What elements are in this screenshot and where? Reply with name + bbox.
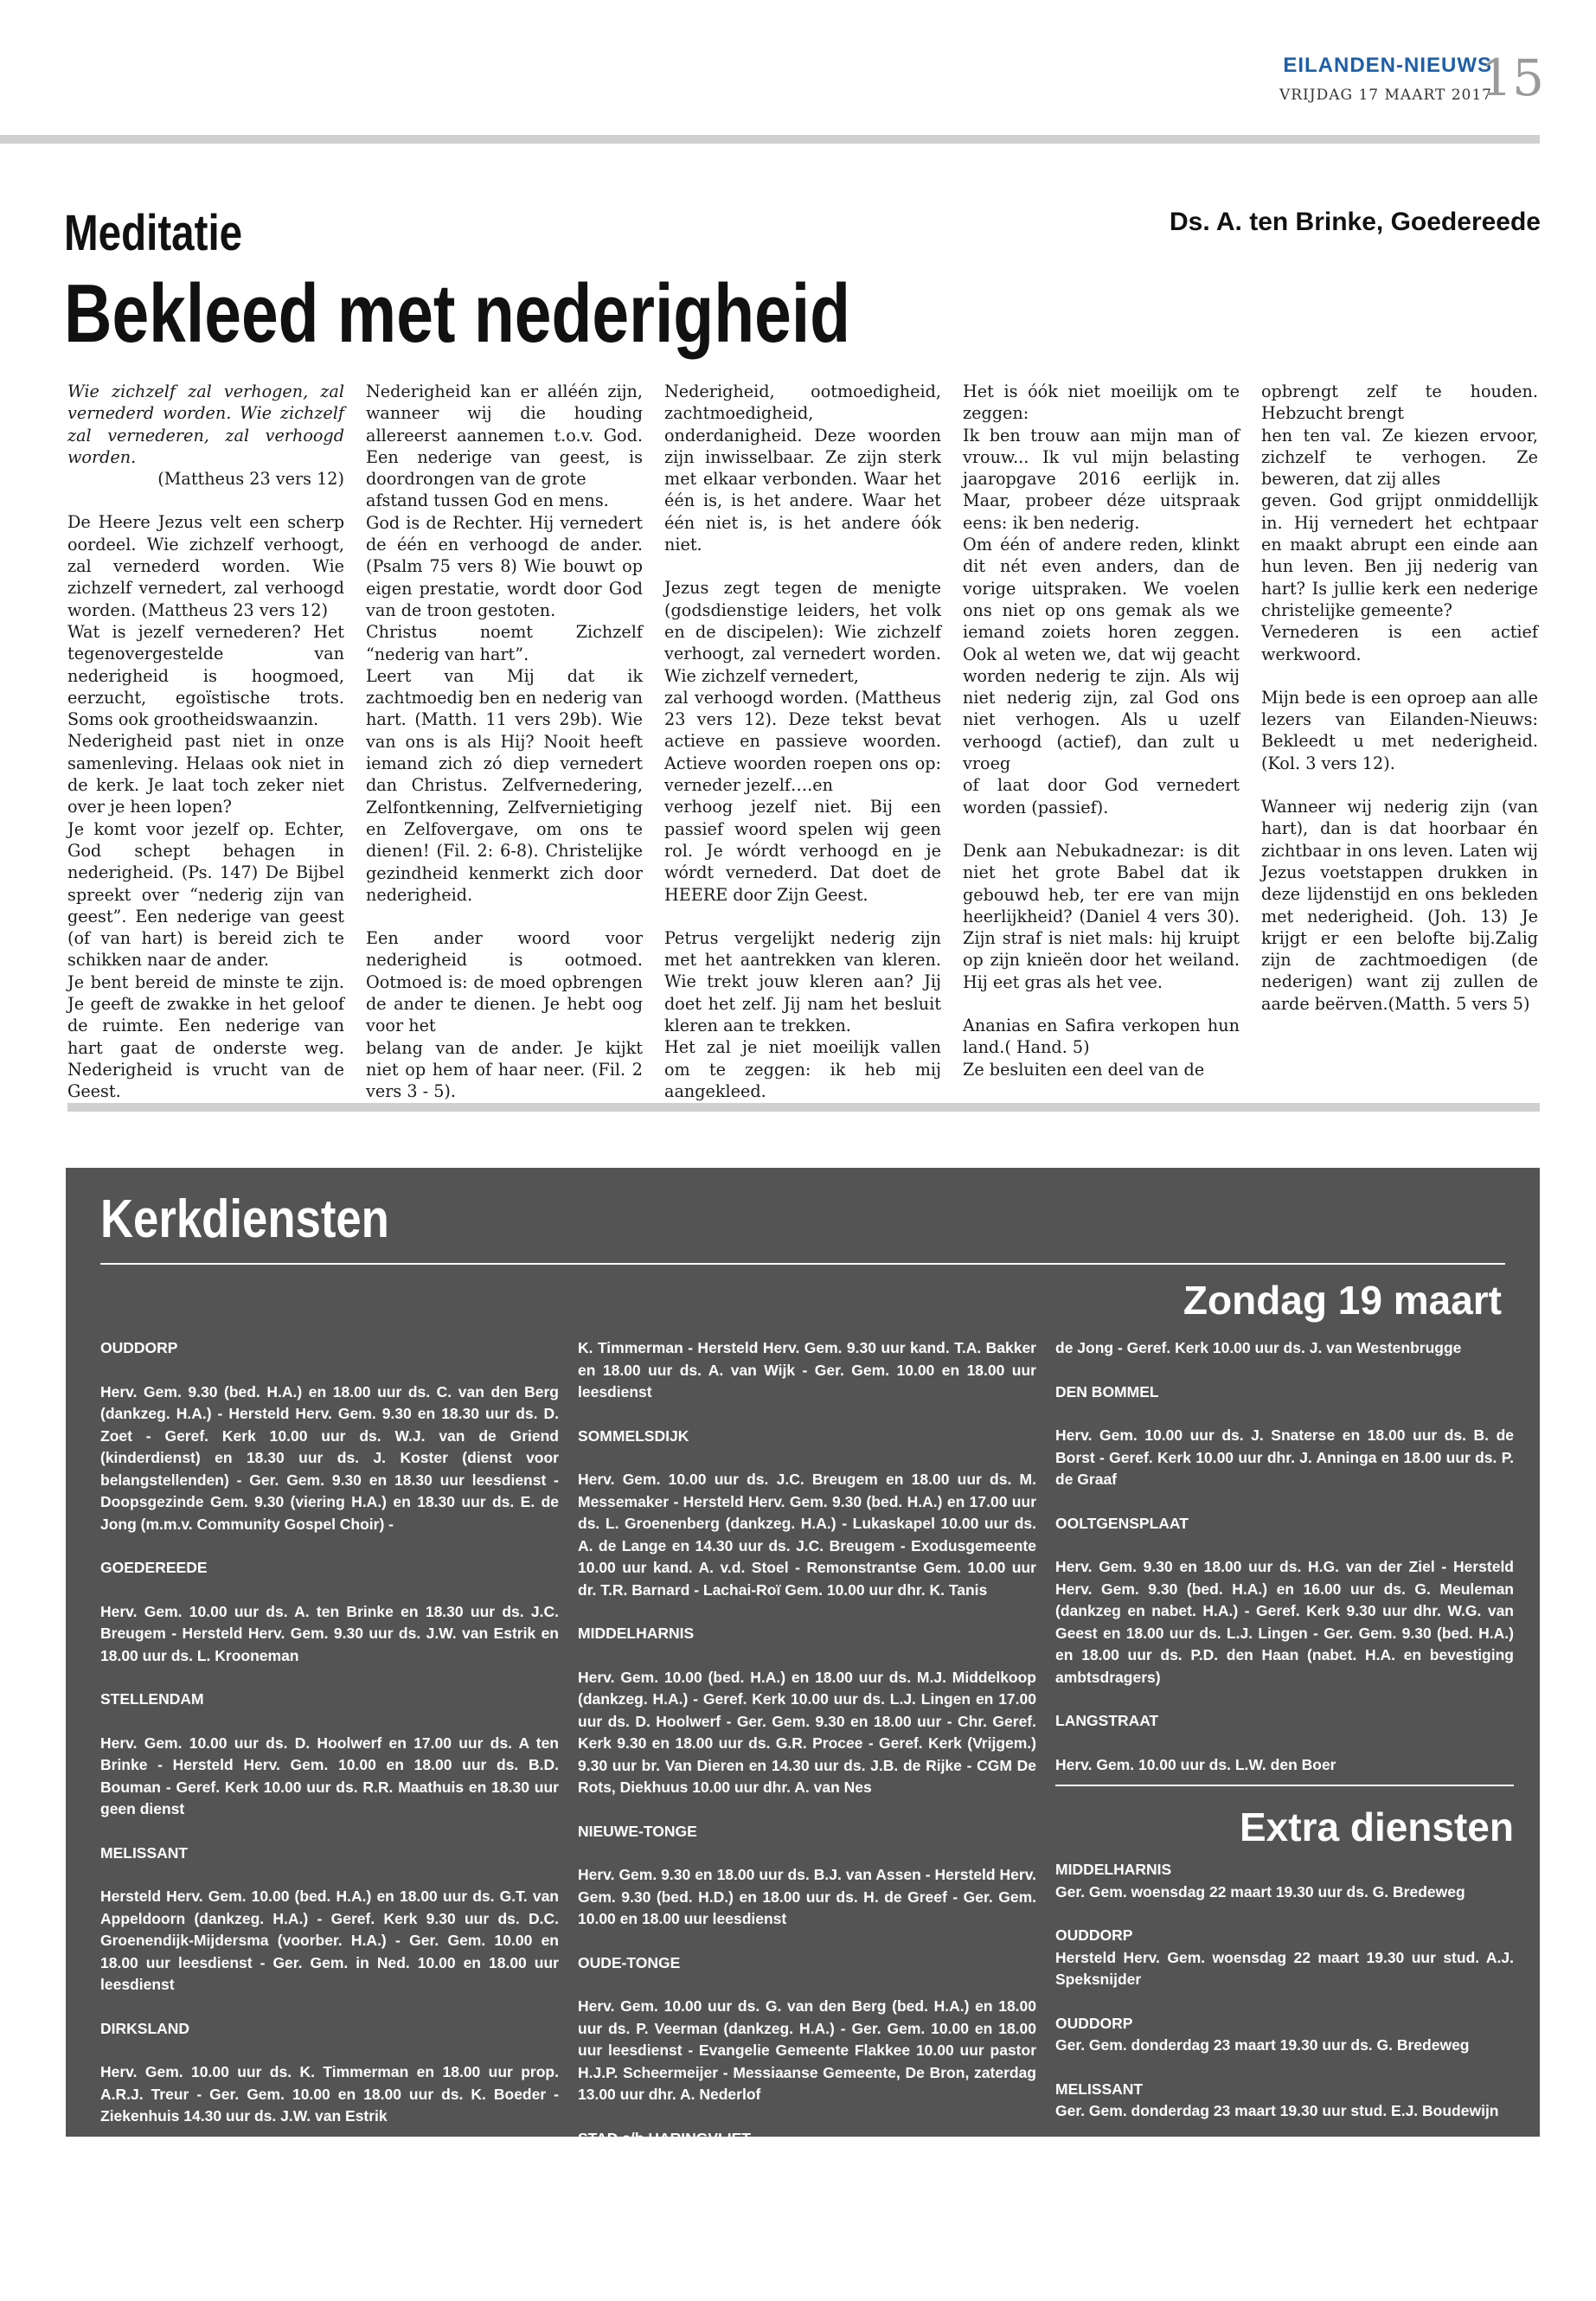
paragraph-gap [67, 490, 344, 511]
spacer [578, 1974, 1036, 1996]
article-paragraph: Je komt voor jezelf op. Echter, God schept behagen in nederigheid. (Ps. 147) De Bijbel spreekt over “nederig zijn van geest”. Een nederige van geest (of van hart) is bereid zich te schikken naar de ander. [67, 818, 344, 971]
article-paragraph: Wanneer wij nederig zijn (van hart), dan is dat hoorbaar én zichtbaar in ons leven. Laten wij Jezus voetstappen drukken in deze lijdenstijd en ons bekleden met nederigheid. (Joh. 13) Je krijgt er een belofte bij.Zalig zijn de zachtmoedigen (de nederigen) want zij zullen de aarde beërven.(Matth. 5 vers 5) [1261, 797, 1538, 1014]
article-divider [67, 1103, 1540, 1112]
paragraph-gap [963, 818, 1240, 840]
article-paragraph: opbrengt zelf te houden. Hebzucht brengt [1261, 381, 1538, 424]
article-paragraph: Je bent bereid de minste te zijn. Je geeft de zwakke in het geloof de ruimte. Een nederige van hart gaat de onderste weg. Nederigheid is vrucht van de Geest. [67, 971, 344, 1102]
service-entry: STELLENDAM [100, 1690, 204, 1708]
article-paragraph: zal verhoogd worden. (Mattheus 23 vers 12). Deze tekst bevat actieve en passieve woorden. Actieve woorden roepen ons op: verneder jezelf….en [664, 687, 941, 796]
service-entry: DIRKSLAND [100, 2019, 190, 2037]
spacer [1055, 1903, 1514, 1925]
article-body [67, 381, 1538, 1102]
paragraph-gap [1261, 774, 1538, 796]
spacer [578, 2106, 1036, 2128]
article-column-2 [366, 381, 643, 1103]
spacer [578, 1799, 1036, 1821]
article-author: Ds. A. ten Brinke, Goedereede [1169, 208, 1541, 236]
spacer [1055, 1733, 1514, 1754]
service-entry: K. Timmerman - Hersteld Herv. Gem. 9.30 uur kand. T.A. Bakker en 18.00 uur ds. A. van Wijk - Ger. Gem. 10.00 en 18.00 uur leesdienst [578, 1339, 1036, 1400]
service-entry: Ger. Gem. donderdag 23 maart 19.30 uur stud. E.J. Boudewijn [1055, 2102, 1499, 2119]
article-paragraph: Om één of andere reden, klinkt dit nét even anders, dan de vorige uitspraken. We voelen ons niet op ons gemak als we iemand zoiets horen zeggen. Ook al weten we, dat wij geacht worden nederig te zijn. Als wij niet nederig zijn, zal God ons niet verhogen. Als u uzelf verhoogd (actief), dan zult u vroeg [963, 535, 1240, 774]
service-entry: OUDDORP [1055, 2014, 1133, 2032]
service-entry: Ger. Gem. donderdag 23 maart 19.30 uur ds. G. Bredeweg [1055, 2036, 1470, 2054]
service-entry: Herv. Gem. 9.30 en 18.00 uur ds. H.G. van der Ziel - Hersteld Herv. Gem. 9.30 (bed. H.A.) en 16.00 uur ds. G. Meuleman (dankzeg en nabet. H.A.) - Geref. Kerk 9.30 uur dhr. W.G. van Geest en 18.00 uur ds. L.J. Lingen - Ger. Gem. 9.30 (bed. H.A.) en 18.00 uur ds. P.D. den Haan (nabet. H.A. en bevestiging ambtsdragers) [1055, 1558, 1514, 1686]
kerkdiensten-title: Kerkdiensten [100, 1189, 389, 1249]
spacer [578, 1447, 1036, 1469]
spacer [100, 1667, 559, 1689]
spacer [100, 1864, 559, 1886]
article-paragraph: De Heere Jezus velt een scherp oordeel. Wie zichzelf verhoogt, zal vernederd worden. Wie zichzelf vernedert, zal verhoogd worden. (Mattheus 23 vers 12) [67, 512, 344, 620]
services-column-1 [100, 1337, 559, 2215]
article-paragraph: Het is óók niet moeilijk om te zeggen: [963, 381, 1240, 424]
service-entry: HERKINGEN [100, 2150, 192, 2169]
article-paragraph: Petrus vergelijkt nederig zijn met het aantrekken van kleren. Wie trekt jouw kleren aan? Jij doet het zelf. Jij nam het besluit kleren aan te trekken. [664, 927, 941, 1036]
article-paragraph: Mijn bede is een oproep aan alle lezers van Eilanden-Nieuws: Bekleedt u met nederigheid. (Kol. 3 vers 12). [1261, 687, 1538, 773]
spacer [100, 2171, 559, 2193]
spacer [1055, 2057, 1514, 2079]
spacer [1055, 1689, 1514, 1710]
service-entry: Herv. Gem. 10.00 uur ds. P. van der Kraan en 18.00 uur ds. [100, 2195, 516, 2212]
service-entry: Herv. Gem. 10.00 uur ds. K. Timmerman en 18.00 uur prop. A.R.J. Treur - Ger. Gem. 10.00 en 18.00 uur ds. K. Boeder - Ziekenhuis 14.30 uur ds. J.W. van Estrik [100, 2063, 559, 2125]
masthead-logo: EILANDEN-NIEUWS [1283, 54, 1492, 77]
service-entry: NIEUWE-TONGE [578, 1822, 697, 1840]
services-column-3 [1055, 1337, 1514, 2123]
service-entry: Herv. Gem. 10.00 uur ds. L.W. den Boer [1055, 1755, 1336, 1773]
spacer [100, 2040, 559, 2061]
spacer [578, 1931, 1036, 1952]
service-entry: de Jong - Geref. Kerk 10.00 uur ds. J. van Westenbrugge [1055, 1339, 1462, 1356]
spacer [100, 1997, 559, 2018]
spacer [100, 1580, 559, 1601]
article-paragraph: Ze besluiten een deel van de [963, 1059, 1205, 1080]
service-entry: Herv. Gem. 10.00 (bed. H.A.) en 18.00 uur ds. M.J. Middelkoop (dankzeg. H.A.) - Geref. Kerk 10.00 uur ds. L.J. Lingen en 17.00 uur ds. D. Hoolwerf - Ger. Gem. 9.30 en 18.00 uur - Chr. Geref. Kerk 9.30 en 18.00 uur ds. G.R. Procee - Geref. Kerk (Vrijgem.) 9.30 uur br. Van Dieren en 14.30 uur ds. J.B. de Rijke - CGM De Rots, Diekhuus 10.00 uur dhr. A. van Nes [578, 1668, 1036, 1796]
service-entry: Herv. Gem. 9.30 en 18.00 uur ds. B.J. van Assen - Hersteld Herv. Gem. 9.30 (bed. H.D.) en 18.00 uur ds. H. de Greef - Ger. Gem. 10.00 en 18.00 uur leesdienst [578, 1866, 1036, 1927]
paragraph-gap [366, 906, 643, 927]
service-entry: Hersteld Herv. Gem. woensdag 22 maart 19.30 uur stud. A.J. Speksnijder [1055, 1948, 1514, 1988]
spacer [1055, 1491, 1514, 1513]
service-entry: MIDDELHARNIS [578, 1625, 695, 1642]
spacer [100, 2128, 559, 2150]
service-entry: OUDE-TONGE [578, 1953, 681, 1971]
service-entry: Ger. Gem. woensdag 22 maart 19.30 uur ds. G. Bredeweg [1055, 1882, 1465, 1900]
spacer [1055, 1991, 1514, 2013]
service-entry: Herv. Gem. 10.00 uur ds. D. Hoolwerf en 17.00 uur ds. A ten Brinke - Hersteld Herv. Gem. 10.00 en 18.00 uur ds. B.D. Bouman - Geref. Kerk 10.00 uur ds. R.R. Maathuis en 18.30 uur geen dienst [100, 1734, 559, 1817]
paragraph-gap [664, 555, 941, 577]
article-paragraph: Nederigheid kan er alléén zijn, wanneer wij die houding allereerst aannemen t.o.v. God. Een nederige van geest, is doordrongen van de grote [366, 381, 643, 490]
service-entry: DEN BOMMEL [1055, 1382, 1159, 1400]
spacer [578, 2150, 1036, 2171]
article-column-4 [963, 381, 1240, 1080]
article-paragraph: (Mattheus 23 vers 12) [157, 469, 344, 490]
services-column-2 [578, 1337, 1036, 2194]
article-column-3 [664, 381, 941, 1102]
spacer [578, 1843, 1036, 1864]
service-entry: Herv. Gem. 10.00 uur ds. J. Snaterse en 18.00 uur ds. B. de Borst - Geref. Kerk 10.00 uur dhr. J. Anninga en 18.00 uur ds. P. de Graaf [1055, 1426, 1514, 1488]
service-entry: Herv. Gem. 10.00 uur ds. G. van den Berg (bed. H.A.) en 18.00 uur ds. P. Veerman (dankzeg. H.A.) - Ger. Gem. 10.00 en 18.00 uur leesdienst - Evangelie Gemeente Flakkee 10.00 uur pastor H.J.P. Scheermeijer - Messiaanse Gemeente, De Bron, zaterdag 13.00 uur dhr. A. Nederlof [578, 1997, 1036, 2103]
service-entry: SOMMELSDIJK [578, 1426, 689, 1445]
page-number: 15 [1480, 48, 1544, 107]
service-entry: Hersteld Herv. Gem. 10.00 (bed. H.A.) en 18.00 uur ds. G.T. van Appeldoorn (dankzeg. H.A.) - Geref. Kerk 9.30 uur ds. D.C. Groenendijk-Mijdersma (voorber. H.A.) - Ger. Gem. 10.00 en 18.00 uur leesdienst - Ger. Gem. in Ned. 10.00 en 18.00 uur leesdienst [100, 1888, 559, 1993]
spacer [578, 1404, 1036, 1426]
service-entry: OOLTGENSPLAAT [1055, 1514, 1189, 1532]
header-divider [0, 135, 1540, 144]
article-paragraph: Nederigheid, ootmoedigheid, zachtmoedigheid, onderdanigheid. Deze woorden zijn inwisselbaar. Ze zijn sterk met elkaar verbonden. Waar het één is, is het andere. Waar het één niet is, is het andere óók niet. [664, 381, 941, 555]
sunday-heading: Zondag 19 maart [1183, 1278, 1502, 1323]
spacer [578, 1601, 1036, 1623]
article-paragraph: Christus noemt Zichzelf “nederig van hart”. [366, 622, 643, 664]
article-paragraph: Ik ben trouw aan mijn man of vrouw... Ik vul mijn belasting jaaropgave 2016 eerlijk in. Maar, probeer déze uitspraak eens: ik ben nederig. [963, 425, 1240, 533]
issue-date: VRIJDAG 17 MAART 2017 [1279, 87, 1492, 104]
article-paragraph: hen ten val. Ze kiezen ervoor, zichzelf te verhogen. Ze beweren, dat zij alles [1261, 425, 1538, 490]
page-header [0, 0, 1596, 147]
service-entry: OUDDORP [100, 1339, 178, 1356]
kerkdiensten-divider [100, 1263, 1505, 1265]
article-paragraph: Het zal je niet moeilijk vallen om te zeggen: ik heb mij aangekleed. [664, 1037, 941, 1101]
article-paragraph: Vernederen is een actief werkwoord. [1261, 622, 1538, 664]
service-entry: GOEDEREEDE [100, 1559, 208, 1576]
paragraph-gap [1261, 665, 1538, 687]
article-paragraph: afstand tussen God en mens. [366, 490, 609, 511]
kerkdiensten-box [66, 1168, 1540, 2212]
service-entry: OUDDORP [1055, 1926, 1133, 1944]
article-paragraph: Een ander woord voor nederigheid is ootmoed. Ootmoed is: de moed opbrengen de ander te dienen. Je hebt oog voor het [366, 928, 643, 1036]
article-paragraph: Ananias en Safira verkopen hun land.( Hand. 5) [963, 1016, 1240, 1058]
spacer [1055, 1403, 1514, 1425]
spacer [1055, 1535, 1514, 1556]
article-column-5 [1261, 381, 1538, 1015]
article-paragraph: belang van de ander. Je kijkt niet op hem of haar neer. (Fil. 2 vers 3 - 5). [366, 1037, 643, 1102]
paragraph-gap [963, 993, 1240, 1015]
article-paragraph: Wat is jezelf vernederen? Het tegenovergestelde van nederigheid is hoogmoed, eerzucht, egoïstische trots. Soms ook grootheidswaanzin. [67, 621, 344, 730]
article-paragraph: Wie zichzelf zal verhogen, zal vernederd worden. Wie zichzelf zal vernederen, zal verhoogd worden. [67, 381, 344, 467]
service-entry: MELISSANT [100, 1843, 189, 1862]
service-entry: MELISSANT [1055, 2080, 1144, 2098]
service-entry: Herv. Gem. 10.00 uur ds. J.C. Breugem en 18.00 uur ds. M. Messemaker - Hersteld Herv. Gem. 9.30 (bed. H.A.) en 17.00 uur ds. L. Groenenberg (dankzeg. H.A.) - Lukaskapel 10.00 uur ds. A. de Lange en 14.30 uur ds. J.C. Breugem - Exodusgemeente 10.00 uur kand. A. v.d. Stoel - Remonstrantse Gem. 10.00 uur dr. T.R. Barnard - Lachai-Roï Gem. 10.00 uur dhr. K. Tanis [578, 1471, 1036, 1599]
service-entry: STAD a/h HARINGVLIET [578, 2129, 751, 2147]
section-title: Meditatie [64, 205, 243, 261]
service-entry: Herv. Gem. 10.00 uur ds. R.A. Grisnigt en 18.00 uur ds. G.C. [578, 2173, 1004, 2190]
article-column-1 [67, 381, 344, 1103]
spacer [100, 1360, 559, 1381]
service-entry: Herv. Gem. 9.30 (bed. H.A.) en 18.00 uur ds. C. van den Berg (dankzeg. H.A.) - Hersteld Herv. Gem. 9.30 en 18.30 uur ds. D. Zoet - Geref. Kerk 10.00 uur ds. W.J. van de Griend (kinderdienst) en 18.30 uur ds. J. Koster (dienst voor belangstellenden) - Ger. Gem. 9.30 en 18.30 uur leesdienst - Doopsgezinde Gem. 9.30 (viering H.A.) en 18.30 uur ds. E. de Jong (m.m.v. Community Gospel Choir) - [100, 1382, 559, 1533]
service-entry: Herv. Gem. 10.00 uur ds. A. ten Brinke en 18.30 uur ds. J.C. Breugem - Hersteld Herv. Gem. 9.30 uur ds. J.W. van Estrik en 18.00 uur ds. L. Krooneman [100, 1602, 559, 1664]
spacer [100, 1711, 559, 1733]
article-paragraph: Nederigheid past niet in onze samenleving. Helaas ook niet in de kerk. Je laat toch zeker niet over je heen lopen? [67, 731, 344, 817]
extra-services-heading: Extra diensten [1055, 1785, 1514, 1849]
article-headline: Bekleed met nederigheid [64, 267, 851, 360]
article-paragraph: Denk aan Nebukadnezar: is dit niet het grote Babel dat ik gebouwd heb, ter ere van mijn heerlijkheid? (Daniel 4 vers 30). Zijn straf is niet mals: hij kruipt op zijn knieën door het weiland. Hij eet gras als het vee. [963, 840, 1240, 992]
extra-services-list [1055, 1859, 1514, 2123]
article-paragraph: verhoog jezelf niet. Bij een passief woord spelen wij geen rol. Je wórdt verhoogd en je wórdt vernederd. Dat doet de HEERE door Zijn Geest. [664, 797, 941, 905]
spacer [100, 1535, 559, 1557]
paragraph-gap [664, 906, 941, 927]
article-paragraph: geven. God grijpt onmiddellijk in. Hij vernedert het echtpaar en maakt abrupt een einde aan hun leven. Ben jij nederig van hart? Is jullie kerk een nederige christelijke gemeente? [1261, 490, 1538, 620]
article-paragraph: Jezus zegt tegen de menigte (godsdienstige leiders, het volk en de discipelen): Wie zichzelf verhoogt, zal vernedert worden. Wie zichzelf vernedert, [664, 578, 941, 686]
services-column-3-list [1055, 1337, 1514, 1776]
article-paragraph: of laat door God vernedert worden (passief). [963, 775, 1240, 817]
spacer [100, 1821, 559, 1843]
spacer [1055, 1360, 1514, 1381]
spacer [578, 1645, 1036, 1667]
article-paragraph: Leert van Mij dat ik zachtmoedig ben en nederig van hart. (Matth. 11 vers 29b). Wie van ons is als Hij? Nooit heeft iemand zich zó diep vernedert dan Christus. Zelfvernedering, Zelfontkenning, Zelfvernietiging en Zelfovergave, om ons te dienen! (Fil. 2: 6-8). Christelijke gezindheid kenmerkt zich door nederigheid. [366, 665, 643, 905]
service-entry: LANGSTRAAT [1055, 1712, 1159, 1729]
article-paragraph: God is de Rechter. Hij vernedert de één en verhoogd de ander. (Psalm 75 vers 8) Wie bouwt op eigen prestatie, wordt door God van de troon gestoten. [366, 512, 643, 620]
service-entry: MIDDELHARNIS [1055, 1861, 1172, 1878]
